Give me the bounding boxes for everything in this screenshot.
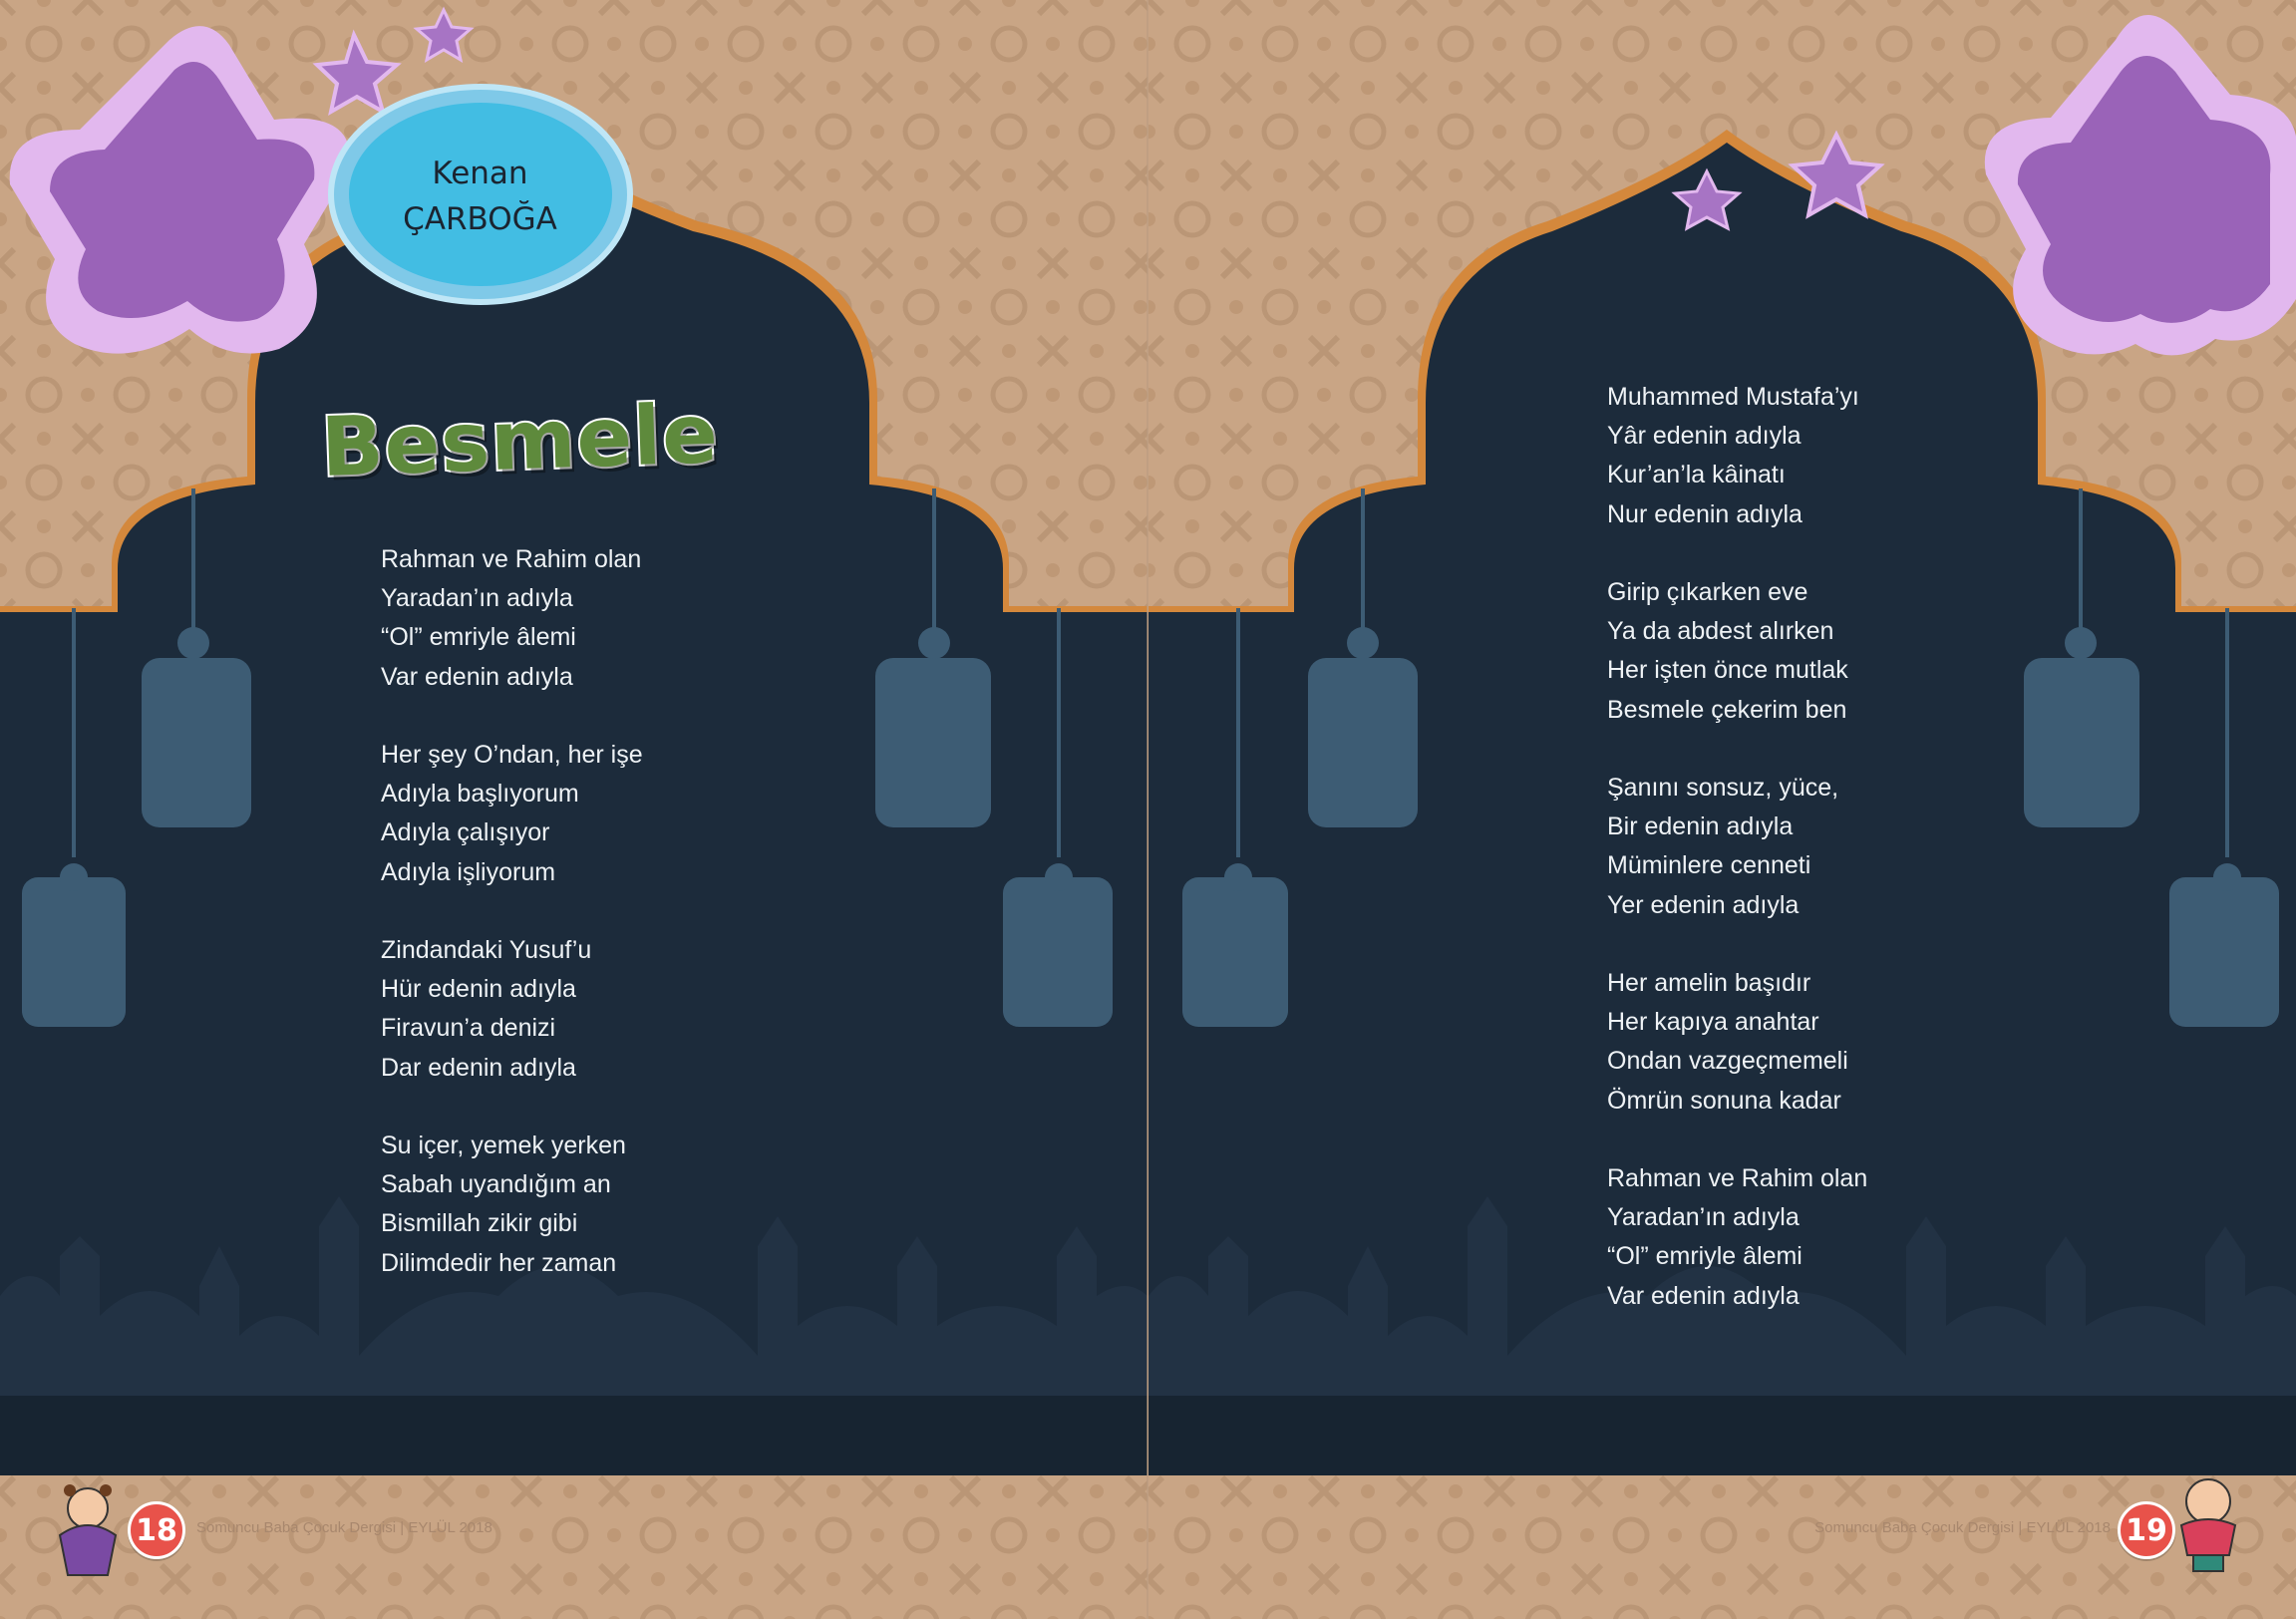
poem-line: Yer edenin adıyla (1607, 890, 1800, 919)
poem-stanza (1607, 1159, 1867, 1316)
poem-line: Adıyla başlıyorum (381, 780, 579, 809)
poem-line: Her amelin başıdır (1607, 969, 1811, 997)
poem-line: Yâr edenin adıyla (1607, 422, 1802, 451)
page-number-badge-left: 18 (128, 1501, 185, 1559)
poem-line: Adıyla işliyorum (381, 857, 556, 886)
poem-line: Dar edenin adıyla (381, 1053, 576, 1082)
poem-line: Dilimdedir her zaman (381, 1248, 617, 1277)
poem-line: Her işten önce mutlak (1607, 656, 1848, 685)
poem-line: Her şey O’ndan, her işe (381, 741, 643, 769)
poem-stanza (381, 1127, 643, 1283)
poem-line: Var edenin adıyla (1607, 1281, 1800, 1310)
poem-right-column (1607, 378, 1867, 1316)
poem-line: Müminlere cenneti (1607, 851, 1811, 880)
poem-line: Girip çıkarken eve (1607, 578, 1808, 606)
poem-line: Rahman ve Rahim olan (1607, 1164, 1868, 1192)
author-first-name: Kenan (432, 156, 528, 191)
poem-line: Bismillah zikir gibi (381, 1209, 578, 1238)
footer-text-right: Somuncu Baba Çocuk Dergisi | EYLÜL 2018 (1814, 1519, 2111, 1536)
poem-left-column (381, 540, 643, 1283)
poem-stanza (381, 736, 643, 892)
footer-text-left: Somuncu Baba Çocuk Dergisi | EYLÜL 2018 (196, 1519, 492, 1536)
poem-line: Firavun’a denizi (381, 1014, 556, 1043)
poem-line: Yaradan’ın adıyla (1607, 1203, 1800, 1232)
poem-line: Kur’an’la kâinatı (1607, 461, 1786, 489)
poem-line: Hür edenin adıyla (381, 975, 576, 1004)
poem-line: Şanını sonsuz, yüce, (1607, 774, 1839, 802)
poem-line: Besmele çekerim ben (1607, 695, 1847, 724)
poem-title: Besmele (319, 387, 721, 495)
poem-line: Muhammed Mustafa’yı (1607, 383, 1859, 411)
poem-line: Su içer, yemek yerken (381, 1132, 626, 1159)
poem-stanza (1607, 964, 1867, 1121)
poem-stanza (1607, 378, 1867, 534)
poem-line: “Ol” emriyle âlemi (1607, 1242, 1803, 1271)
poem-stanza (1607, 573, 1867, 730)
poem-stanza (381, 931, 643, 1088)
poem-stanza (1607, 769, 1867, 925)
poem-line: Sabah uyandığım an (381, 1170, 611, 1199)
poem-line: Nur edenin adıyla (1607, 499, 1803, 528)
right-page (1148, 0, 2296, 1619)
poem-line: “Ol” emriyle âlemi (381, 623, 576, 652)
poem-line: Rahman ve Rahim olan (381, 545, 642, 573)
poem-line: Adıyla çalışıyor (381, 818, 550, 847)
poem-stanza (381, 540, 643, 697)
poem-line: Var edenin adıyla (381, 662, 573, 691)
poem-line: Zindandaki Yusuf’u (381, 936, 592, 964)
poem-line: Ondan vazgeçmemeli (1607, 1047, 1848, 1076)
author-name (333, 98, 627, 295)
page-number-badge-right: 19 (2118, 1501, 2175, 1559)
poem-line: Ömrün sonuna kadar (1607, 1086, 1841, 1115)
poem-line: Bir edenin adıyla (1607, 812, 1794, 841)
poem-line: Yaradan’ın adıyla (381, 584, 573, 613)
poem-line: Her kapıya anahtar (1607, 1008, 1819, 1037)
poem-line: Ya da abdest alırken (1607, 617, 1834, 646)
author-last-name: ÇARBOĞA (403, 201, 557, 237)
